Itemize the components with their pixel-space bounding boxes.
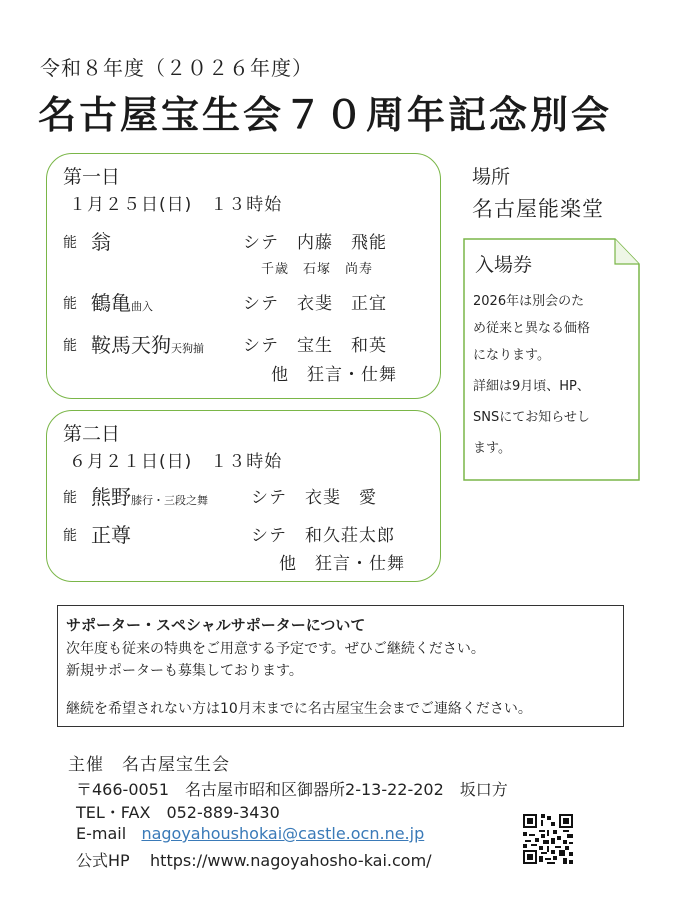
homepage-url[interactable]: https://www.nagoyahosho-kai.com/	[150, 851, 432, 870]
shite-performer: シテ 衣斐 愛	[251, 488, 377, 508]
day2-date: ６月２１日(日) １３時始	[69, 452, 283, 472]
day2-play-1	[47, 481, 440, 511]
supporter-notice-box	[57, 605, 624, 727]
noh-prefix: 能	[63, 528, 77, 544]
day1-box	[46, 153, 441, 399]
email-row	[76, 824, 424, 843]
play-title: 鞍馬天狗天狗揃	[91, 333, 204, 357]
noh-prefix: 能	[63, 338, 77, 354]
play-note: 膝行・三段之舞	[131, 494, 208, 507]
day2-box	[46, 410, 441, 582]
day2-others: 他 狂言・仕舞	[279, 554, 405, 574]
noh-prefix: 能	[63, 296, 77, 312]
shite-performer: シテ 衣斐 正宜	[243, 294, 387, 314]
day1-play-1	[47, 226, 440, 256]
noh-prefix: 能	[63, 235, 77, 251]
qr-code-icon[interactable]	[523, 814, 573, 864]
play-title: 鶴亀曲入	[91, 291, 153, 315]
day2-play-2	[47, 519, 440, 549]
day1-play-3	[47, 329, 440, 359]
address: 〒466-0051 名古屋市昭和区御器所2-13-22-202 坂口方	[76, 780, 508, 799]
shite-performer: シテ 内藤 飛能	[243, 233, 387, 253]
day2-label: 第二日	[63, 423, 121, 445]
tel-fax: TEL・FAX 052-889-3430	[76, 803, 280, 822]
day1-label: 第一日	[63, 166, 121, 188]
ticket-line: SNSにてお知らせし	[473, 410, 590, 425]
ticket-line: になります。	[473, 348, 550, 363]
ticket-line: 詳細は9月頃、HP、	[473, 379, 590, 394]
supporter-line: 継続を希望されない方は10月末までに名古屋宝生会までご連絡ください。	[66, 701, 532, 717]
shite-performer: シテ 宝生 和英	[243, 336, 387, 356]
ticket-line: ます。	[473, 441, 511, 456]
noh-prefix: 能	[63, 490, 77, 506]
supporter-line: 新規サポーターも募集しております。	[66, 663, 303, 679]
day1-others: 他 狂言・仕舞	[271, 365, 397, 385]
supporter-line: 次年度も従来の特典をご用意する予定です。ぜひご継続ください。	[66, 641, 485, 657]
ticket-note-box	[463, 238, 640, 481]
venue-name: 名古屋能楽堂	[472, 197, 604, 221]
play-note: 曲入	[131, 300, 153, 313]
shite-performer: シテ 和久荘太郎	[251, 526, 395, 546]
venue-label: 場所	[472, 166, 511, 188]
senzai-performer: 千歳 石塚 尚寿	[261, 262, 374, 277]
play-title: 翁	[91, 230, 111, 254]
organizer: 主催 名古屋宝生会	[68, 755, 230, 775]
ticket-title: 入場券	[475, 254, 533, 276]
play-title: 正尊	[91, 523, 131, 547]
email-label: E-mail	[76, 824, 127, 843]
play-title: 熊野膝行・三段之舞	[91, 485, 208, 509]
fiscal-year-subtitle: 令和８年度（２０２６年度）	[40, 56, 313, 80]
play-note: 天狗揃	[171, 342, 204, 355]
homepage-row	[76, 848, 432, 871]
page-title: 名古屋宝生会７０周年記念別会	[38, 93, 613, 137]
day1-date: １月２５日(日) １３時始	[69, 195, 283, 215]
ticket-line: め従来と異なる価格	[473, 321, 591, 336]
homepage-label: 公式HP	[76, 851, 130, 870]
email-link[interactable]: nagoyahoushokai@castle.ocn.ne.jp	[141, 824, 425, 843]
day1-play-2	[47, 287, 440, 317]
supporter-title: サポーター・スペシャルサポーターについて	[66, 616, 366, 634]
ticket-line: 2026年は別会のた	[473, 294, 585, 309]
